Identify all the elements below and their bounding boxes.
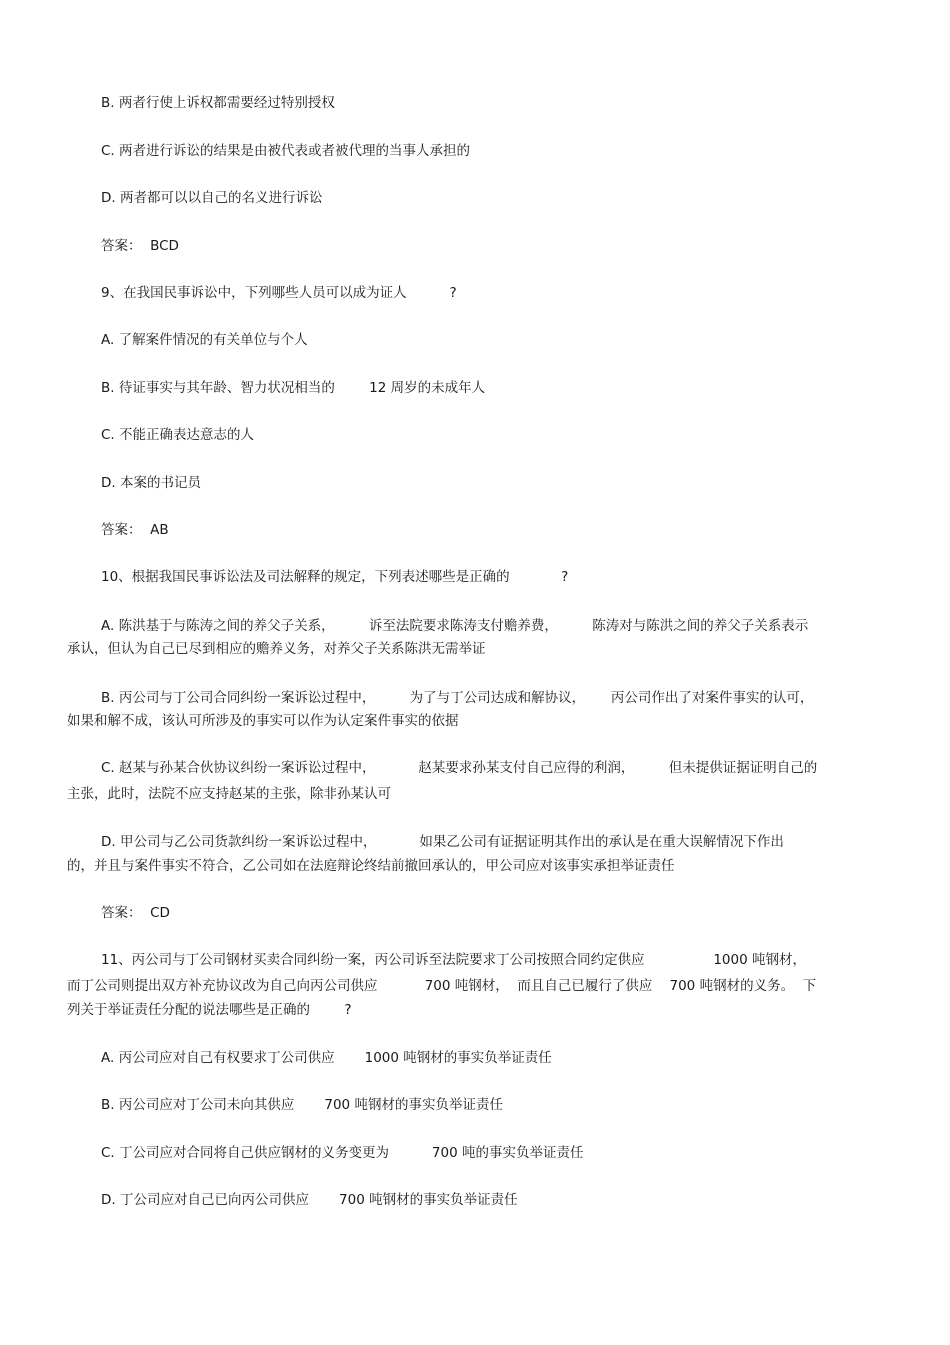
option-a-q10-line2: 承认，但认为自己已尽到相应的赡养义务，对养父子关系陈洪无需举证 <box>67 641 486 657</box>
option-d-q10-line1: D. 甲公司与乙公司货款纠纷一案诉讼过程中， 如果乙公司有证据证明其作出的承认是在重大误解情况下作出 <box>101 834 784 850</box>
option-b-q9: B. 待证事实与其年龄、智力状况相当的 12 周岁的未成年人 <box>101 380 486 396</box>
option-c-q11: C. 丁公司应对合同将自己供应钢材的义务变更为 700 吨的事实负举证责任 <box>101 1145 584 1161</box>
answer-q10: 答案： CD <box>101 905 170 921</box>
option-d-q10-line2: 的，并且与案件事实不符合，乙公司如在法庭辩论终结前撤回承认的，甲公司应对该事实承担举证责任 <box>67 858 675 874</box>
option-d-q8: D. 两者都可以以自己的名义进行诉讼 <box>101 190 323 206</box>
option-b-q8: B. 两者行使上诉权都需要经过特别授权 <box>101 95 335 111</box>
option-a-q9: A. 了解案件情况的有关单位与个人 <box>101 332 308 348</box>
question-11-line2: 而丁公司则提出双方补充协议改为自己向丙公司供应 700 吨钢材， 而且自己已履行了供应 700 吨钢材的义务。 下 <box>67 978 817 994</box>
option-d-q9: D. 本案的书记员 <box>101 475 201 491</box>
option-b-q10-line2: 如果和解不成，该认可所涉及的事实可以作为认定案件事实的依据 <box>67 713 459 729</box>
option-b-q10-line1: B. 丙公司与丁公司合同纠纷一案诉讼过程中， 为了与丁公司达成和解协议， 丙公司作出了对案件事实的认可， <box>101 690 814 706</box>
question-11-line3: 列关于举证责任分配的说法哪些是正确的 ? <box>67 1002 352 1018</box>
option-c-q8: C. 两者进行诉讼的结果是由被代表或者被代理的当事人承担的 <box>101 143 471 159</box>
question-9: 9、在我国民事诉讼中，下列哪些人员可以成为证人 ? <box>101 285 457 301</box>
question-10: 10、根据我国民事诉讼法及司法解释的规定，下列表述哪些是正确的 ? <box>101 569 569 585</box>
option-d-q11: D. 丁公司应对自己已向丙公司供应 700 吨钢材的事实负举证责任 <box>101 1192 518 1208</box>
option-a-q10-line1: A. 陈洪基于与陈涛之间的养父子关系， 诉至法院要求陈涛支付赡养费， 陈涛对与陈洪之间的养父子关系表示 <box>101 618 809 634</box>
option-b-q11: B. 丙公司应对丁公司未向其供应 700 吨钢材的事实负举证责任 <box>101 1097 503 1113</box>
answer-q9: 答案： AB <box>101 522 169 538</box>
option-c-q10-line1: C. 赵某与孙某合伙协议纠纷一案诉讼过程中， 赵某要求孙某支付自己应得的利润， 但未提供证据证明自己的 <box>101 760 818 776</box>
question-11-line1: 11、丙公司与丁公司钢材买卖合同纠纷一案，丙公司诉至法院要求丁公司按照合同约定供应 1000 吨钢材， <box>101 952 806 968</box>
option-c-q9: C. 不能正确表达意志的人 <box>101 427 255 443</box>
answer-q8: 答案： BCD <box>101 238 179 254</box>
option-a-q11: A. 丙公司应对自己有权要求丁公司供应 1000 吨钢材的事实负举证责任 <box>101 1050 552 1066</box>
option-c-q10-line2: 主张，此时，法院不应支持赵某的主张，除非孙某认可 <box>67 786 391 802</box>
